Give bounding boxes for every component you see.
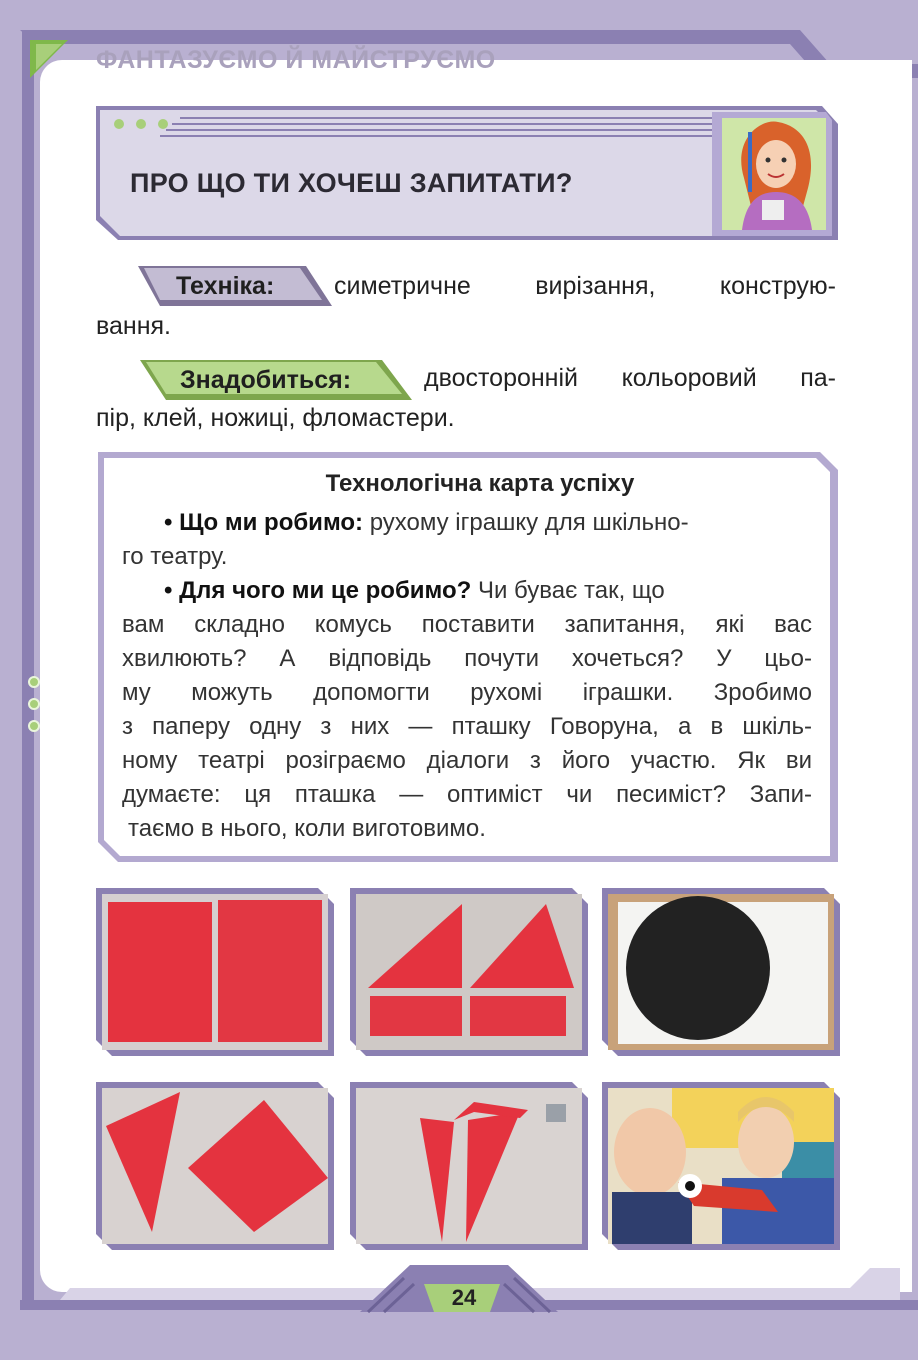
card-line: му можуть допомогти рухомі іграшки. Зробимо — [122, 679, 812, 706]
why-label: Для чого ми це робимо? — [179, 577, 472, 604]
banner-title: ПРО ЩО ТИ ХОЧЕШ ЗАПИТАТИ? — [130, 168, 573, 198]
photo-bird-beak — [350, 1082, 588, 1250]
technique-word: конструю- — [719, 272, 836, 300]
photo-red-sheets — [96, 888, 334, 1056]
technique-label: Техніка: — [176, 272, 275, 300]
photo-children-with-bird — [602, 1082, 840, 1250]
card-line: вам складно комусь поставити запитання, які вас — [122, 611, 812, 638]
technique-word: вирізання, — [535, 272, 656, 300]
card-title: Технологічна карта успіху — [325, 470, 635, 497]
card-line: хвилюють? А відповідь почути хочеться? У цьо- — [122, 645, 812, 672]
photo-kite-shapes — [96, 1082, 334, 1250]
bullet-icon: • — [164, 509, 173, 536]
what-text: рухому іграшку для шкільно- — [369, 509, 689, 536]
materials-word: кольоровий — [621, 364, 757, 392]
photo-folded-triangles — [350, 888, 588, 1056]
card-line: таємо в нього, коли виготовимо. — [128, 815, 486, 842]
materials-word: двосторонній — [424, 364, 579, 392]
technique-line-2: вання. — [96, 312, 171, 340]
card-what-line-2: го театру. — [122, 543, 228, 570]
photo-black-circle — [602, 888, 840, 1056]
materials-label: Знадобиться: — [180, 366, 352, 394]
why-text: Чи буває так, що — [477, 577, 665, 604]
card-line: з паперу одну з них — пташку Говоруна, а в шкіль- — [122, 713, 812, 740]
bullet-icon: • — [164, 577, 173, 604]
what-label: Що ми робимо: — [179, 509, 364, 536]
materials-word: па- — [800, 364, 836, 392]
card-why-line-1 — [164, 574, 840, 608]
card-line: ному театрі розіграємо діалоги з його участю. Як ви — [122, 747, 812, 774]
technique-word: симетричне — [334, 272, 471, 300]
section-title: ФАНТАЗУЄМО Й МАЙСТРУЄМО — [96, 46, 496, 74]
card-line: думаєте: ця пташка — оптиміст чи песиміст? Запи- — [122, 781, 812, 808]
materials-line-2: пір, клей, ножиці, фломастери. — [96, 404, 455, 432]
card-what-line-1 — [164, 506, 840, 540]
page-number: 24 — [451, 1285, 477, 1310]
